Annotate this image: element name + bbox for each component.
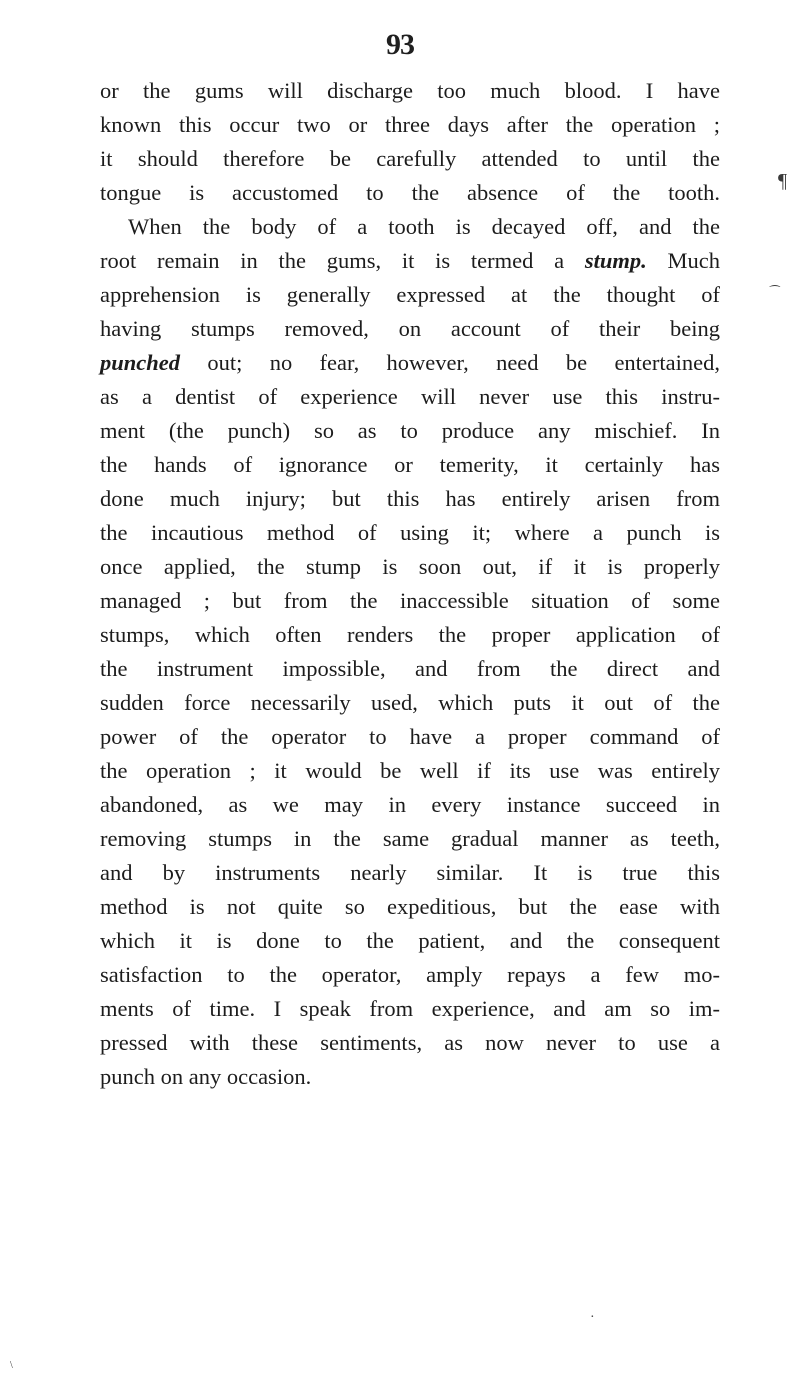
text-line-18: the instrument impossible, and from the direct and bbox=[100, 656, 720, 681]
text-line-9 bbox=[100, 346, 720, 380]
text-line-10: as a dentist of experience will never use this instru- bbox=[100, 384, 720, 409]
ink-speck: ⁀ bbox=[770, 285, 780, 299]
body-text bbox=[100, 74, 720, 1094]
text-line-5: When the body of a tooth is decayed off, and the bbox=[128, 214, 720, 239]
text-line-11: ment (the punch) so as to produce any mischief. In bbox=[100, 418, 720, 443]
ink-speck: \ bbox=[10, 1360, 13, 1371]
text-line-9-rest: out; no fear, however, need be entertained, bbox=[207, 350, 721, 375]
text-line-1: or the gums will discharge too much blood. I have bbox=[100, 78, 720, 103]
text-line-15: once applied, the stump is soon out, if it is properly bbox=[100, 554, 720, 579]
ink-speck: · bbox=[590, 1310, 595, 1325]
text-line-8: having stumps removed, on account of their being bbox=[100, 316, 720, 341]
text-line-3: it should therefore be carefully attended to until the bbox=[100, 146, 720, 171]
text-line-6 bbox=[100, 244, 720, 278]
text-line-21: the operation ; it would be well if its use was entirely bbox=[100, 758, 720, 783]
text-line-13: done much injury; but this has entirely arisen from bbox=[100, 486, 720, 511]
text-line-6-end: Much bbox=[667, 248, 721, 273]
page-number: 93 bbox=[386, 28, 414, 61]
italic-term-stump: stump. bbox=[584, 248, 647, 273]
text-line-19: sudden force necessarily used, which puts it out of the bbox=[100, 690, 720, 715]
text-line-28: ments of time. I speak from experience, and am so im- bbox=[100, 996, 720, 1021]
text-line-2: known this occur two or three days after the operation ; bbox=[100, 112, 720, 137]
text-line-25: method is not quite so expeditious, but the ease with bbox=[100, 894, 720, 919]
text-line-20: power of the operator to have a proper command of bbox=[100, 724, 720, 749]
text-line-26: which it is done to the patient, and the consequent bbox=[100, 928, 720, 953]
text-line-12: the hands of ignorance or temerity, it certainly has bbox=[100, 452, 720, 477]
text-line-29: pressed with these sentiments, as now never to use a bbox=[100, 1030, 720, 1055]
text-line-17: stumps, which often renders the proper application of bbox=[100, 622, 720, 647]
text-line-6-start: root remain in the gums, it is termed a bbox=[100, 248, 565, 273]
text-line-4: tongue is accustomed to the absence of the tooth. bbox=[100, 180, 720, 205]
italic-term-punched: punched bbox=[100, 350, 181, 375]
text-line-30: punch on any occasion. bbox=[100, 1064, 312, 1089]
ink-speck: ¶ bbox=[778, 170, 788, 192]
text-line-22: abandoned, as we may in every instance succeed in bbox=[100, 792, 720, 817]
text-line-24: and by instruments nearly similar. It is true this bbox=[100, 860, 720, 885]
text-line-7: apprehension is generally expressed at the thought of bbox=[100, 282, 720, 307]
text-line-23: removing stumps in the same gradual manner as teeth, bbox=[100, 826, 720, 851]
text-line-14: the incautious method of using it; where a punch is bbox=[100, 520, 720, 545]
text-line-16: managed ; but from the inaccessible situation of some bbox=[100, 588, 720, 613]
text-line-27: satisfaction to the operator, amply repays a few mo- bbox=[100, 962, 720, 987]
